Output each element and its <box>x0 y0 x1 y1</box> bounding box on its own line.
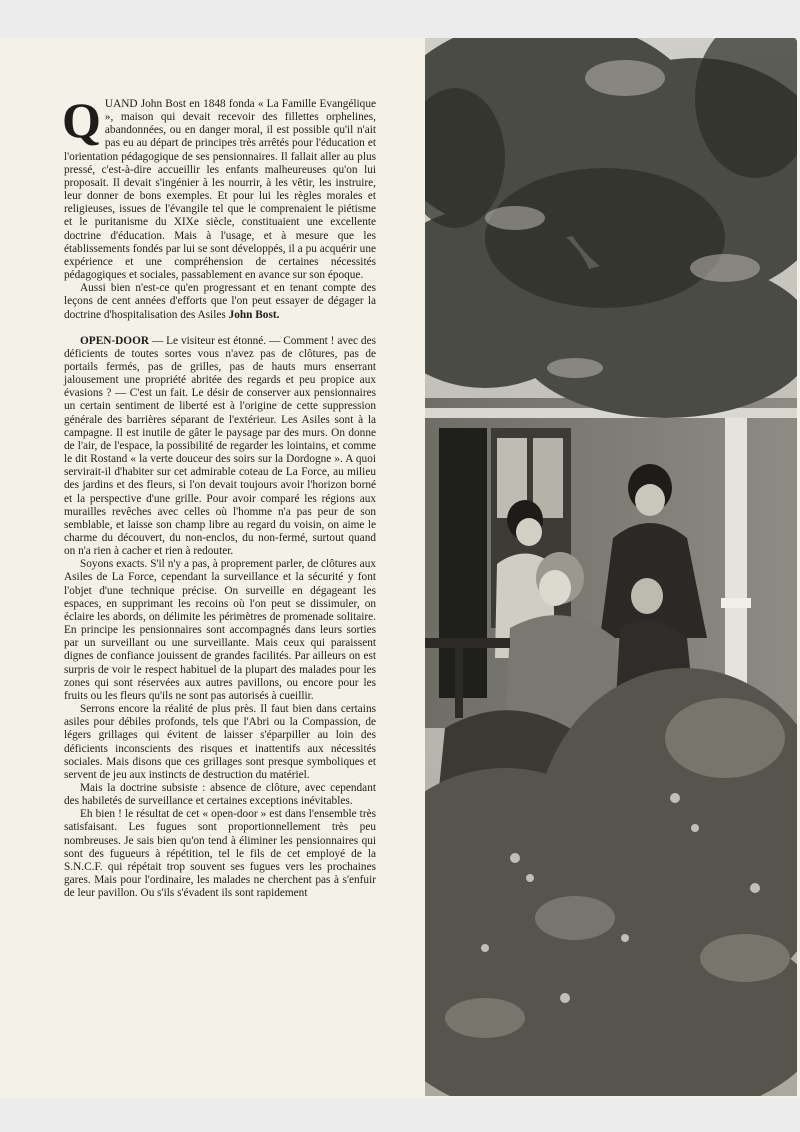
paragraph-doctrine-text: Aussi bien n'est-ce qu'en progressant et en tenant compte des leçons de cent années d'efforts que l'on peut essayer de dégager la doctrine d'hospitalisation des Asiles <box>64 282 376 321</box>
paragraph-resultat: Eh bien ! le résultat de cet « open-door » est dans l'ensemble très satisfaisant. Les fugues sont proportionnellement très peu nombreuses. Je sais bien qu'on tend à éliminer les pensionnaires qui sont des fugueurs à répétition, tel le fils de cet employé de la S.N.C.F. qui répétait trop souvent ses fugues vers les prochaines gares. Mais pour l'ordinaire, les malades ne cherchent pas à s'enfuir de leur pavillon. Ou s'ils s'évadent ils sont rapidement <box>64 808 376 900</box>
paragraph-doctrine <box>64 282 376 321</box>
paragraph-intro-text: UAND John Bost en 1848 fonda « La Famille Evangélique », maison qui devait recevoir des fillettes orphelines, abandonnées, ou en danger moral, il est possible qu'il n'ait pas eu au départ de principes très arrêtés pour l'éducation et l'orientation pédagogique de ses pensionnaires. Il fallait aller au plus pressé, c'est-à-dire accueillir les enfants malheureuses qu'on lui proposait. Il devait s'ingénier à les nourrir, à les vêtir, les instruire, leur donner de bons exemples. Et pour lui les règles morales et religieuses, issues de l'évangile tel que le comprenaient le piétisme et le puritanisme du XIXe siècle, constituaient une excellente doctrine d'éducation. Mais à l'usage, et à mesure que les établissements fondés par lui se sont développés, il a pu acquérir une expérience et une compréhension de certaines nécessités pédagogiques et sociales, passablement en avance sur son époque. <box>64 98 376 282</box>
photo-women-garden-icon <box>425 38 797 1096</box>
article-text-column <box>62 92 376 900</box>
paragraph-doctrine-subsiste: Mais la doctrine subsiste : absence de clôture, avec cependant des habiletés de surveillance et certaines exceptions inévitables. <box>64 781 376 808</box>
bottom-margin <box>0 1098 800 1132</box>
paragraph-surveillance: Soyons exacts. S'il n'y a pas, à proprement parler, de clôtures aux Asiles de La Force, cependant la surveillance et la sécurité y font l'objet d'une technique précise. On surveille en dégageant les espaces, en supprimant les recoins où l'on peut se dissimuler, on éclaire les abords, on délimite les périmètres de promenade solitaire. En principe les pensionnaires sont accompagnés dans leurs sorties par un surveillant ou une surveillante. Mais ceux qui paraissent dignes de confiance jouissent de grandes facilités. Par ailleurs on est surpris de voir le respect habituel de la plupart des malades pour les zones qui sont réservées aux autres pavillons, ou encore pour les fruits ou les fleurs qu'ils ne sont pas autorisés à cueillir. <box>64 558 376 702</box>
magazine-page <box>0 38 800 1098</box>
paragraph-open-door <box>64 335 376 559</box>
paragraph-open-door-text: — Le visiteur est étonné. — Comment ! avec des déficients de toutes sortes vous n'avez pas de clôtures, pas de portails fermés, pas de grilles, pas de hauts murs enserrant jalousement une propriété abritée des regards et peu propice aux évasions ? — C'est un fait. Le désir de conserver aux pensionnaires un certain sentiment de liberté est à l'origine de cette suppression générale des barrières séparant de l'extérieur. Les Asiles sont à la campagne. Il est inutile de gâter le paysage par des murs. On donne de l'air, de l'espace, la possibilité de regarder les lointains, et comme le dit Rostand « la verte douceur des soirs sur la Dordogne ». A quoi servirait-il d'habiter sur cet admirable coteau de La Force, au milieu des jardins et des fleurs, si l'on devait toujours avoir l'horizon borné et la perspective d'une grille. Pour avoir comparé les régions aux murailles revêches avec celles où l'homme n'a pas peur de son semblable, et laisse son champ libre au regard du voisin, on aime le charme du découvert, du non-enclos, du non-fermé, surtout quand on n'a rien à cacher et rien à redouter. <box>64 334 376 558</box>
photo-illustration <box>425 38 797 1096</box>
section-heading-open-door: OPEN-DOOR <box>80 334 150 347</box>
drop-cap: Q <box>62 92 101 148</box>
paragraph-grillages: Serrons encore la réalité de plus près. Il faut bien dans certains asiles pour débiles profonds, tels que l'Abri ou la Compassion, de légers grillages qui évitent de laisser s'éparpiller au loin des déficients inconscients des risques et inattentifs aux nécessités sociales. Mais disons que ces grillages sont presque symboliques et servent de jeu aux instincts de destruction du matériel. <box>64 703 376 781</box>
paragraph-intro <box>62 92 376 282</box>
paragraph-doctrine-bold: John Bost. <box>228 308 280 321</box>
